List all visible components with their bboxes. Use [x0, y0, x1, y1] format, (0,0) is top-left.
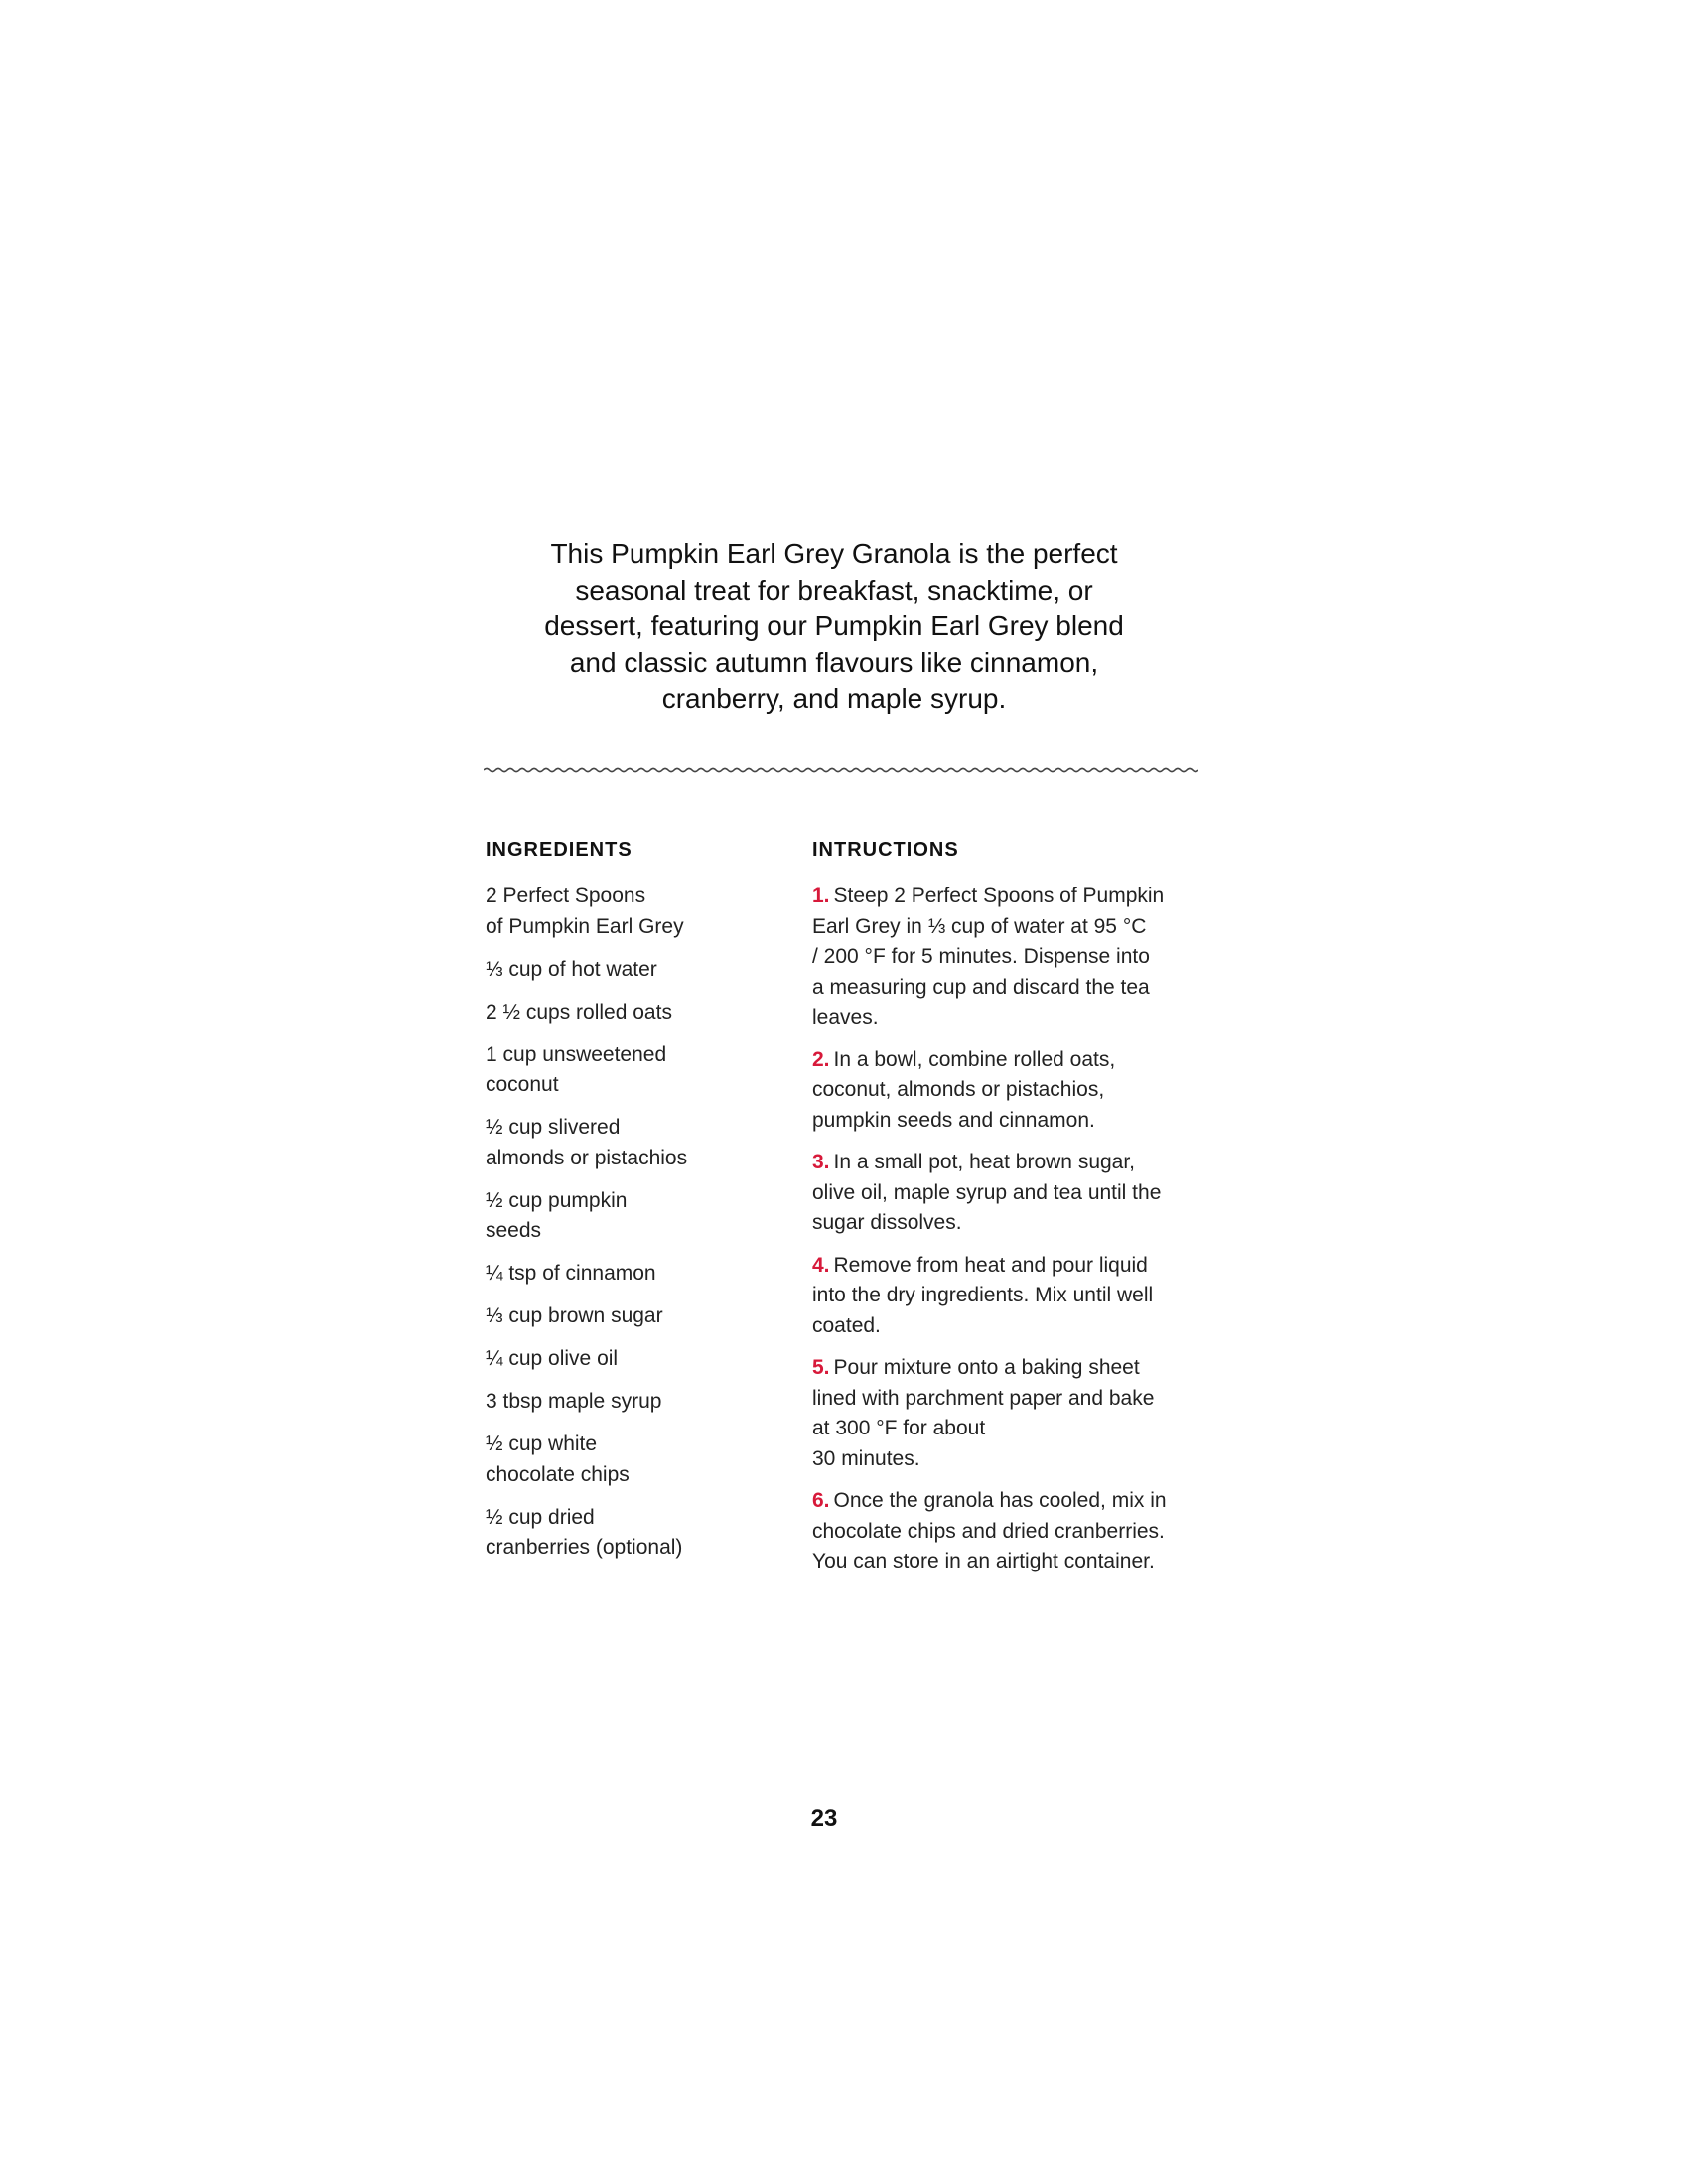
- instruction-step: [812, 882, 1209, 1033]
- step-line: coconut, almonds or pistachios,: [812, 1078, 1105, 1101]
- ingredient-item: [486, 1344, 729, 1375]
- ingredient-line: ¼ tsp of cinnamon: [486, 1262, 656, 1285]
- step-line: 30 minutes.: [812, 1446, 920, 1470]
- ingredient-item: [486, 1040, 729, 1101]
- ingredient-line: of Pumpkin Earl Grey: [486, 914, 684, 938]
- instruction-step: [812, 1045, 1209, 1137]
- ingredient-line: cranberries (optional): [486, 1536, 683, 1559]
- ingredient-item: [486, 1113, 729, 1173]
- ingredient-line: ½ cup white: [486, 1433, 598, 1455]
- instructions-list: [812, 882, 1209, 1577]
- instruction-step: [812, 1353, 1209, 1474]
- step-number: 2.: [812, 1047, 830, 1071]
- ingredient-line: seeds: [486, 1219, 542, 1242]
- step-line: leaves.: [812, 1006, 879, 1028]
- ingredients-heading: INGREDIENTS: [486, 839, 633, 861]
- intro-line: seasonal treat for breakfast, snacktime, or: [575, 574, 1093, 606]
- instruction-step: [812, 1251, 1209, 1342]
- step-line: You can store in an airtight container.: [812, 1550, 1155, 1572]
- step-line: Pour mixture onto a baking sheet: [833, 1356, 1140, 1379]
- instructions-heading: INTRUCTIONS: [812, 839, 959, 861]
- ingredient-line: ⅓ cup brown sugar: [486, 1304, 663, 1327]
- step-line: chocolate chips and dried cranberries.: [812, 1519, 1165, 1543]
- intro-paragraph: [536, 536, 1132, 718]
- wavy-divider: [484, 763, 1198, 777]
- step-number: 4.: [812, 1253, 830, 1277]
- ingredient-item: [486, 1186, 729, 1247]
- intro-line: cranberry, and maple syrup.: [661, 683, 1007, 714]
- step-line: olive oil, maple syrup and tea until the: [812, 1180, 1162, 1204]
- ingredient-line: ½ cup dried: [486, 1505, 595, 1529]
- ingredient-item: [486, 955, 729, 986]
- wavy-divider-line: [484, 768, 1198, 771]
- ingredient-line: 2 Perfect Spoons: [486, 885, 646, 907]
- step-number: 5.: [812, 1356, 830, 1379]
- step-line: / 200 °F for 5 minutes. Dispense into: [812, 945, 1150, 968]
- ingredient-line: ¼ cup olive oil: [486, 1347, 619, 1370]
- ingredient-item: [486, 1301, 729, 1332]
- ingredient-line: 2 ½ cups rolled oats: [486, 1000, 672, 1024]
- step-line: pumpkin seeds and cinnamon.: [812, 1108, 1095, 1132]
- ingredients-list: [486, 882, 729, 1564]
- ingredient-item: [486, 1259, 729, 1290]
- intro-line: and classic autumn flavours like cinnamon,: [569, 646, 1099, 678]
- ingredient-line: chocolate chips: [486, 1462, 630, 1486]
- step-number: 3.: [812, 1151, 830, 1173]
- ingredient-item: [486, 1430, 729, 1490]
- step-line: Steep 2 Perfect Spoons of Pumpkin: [833, 885, 1165, 907]
- instruction-step: [812, 1148, 1209, 1239]
- ingredient-line: coconut: [486, 1073, 559, 1096]
- intro-line: This Pumpkin Earl Grey Granola is the perfect: [550, 538, 1118, 569]
- ingredient-line: ⅓ cup of hot water: [486, 957, 657, 981]
- ingredient-item: [486, 1387, 729, 1418]
- intro-line: dessert, featuring our Pumpkin Earl Grey blend: [544, 611, 1124, 641]
- ingredient-item: [486, 1503, 729, 1564]
- step-line: coated.: [812, 1313, 881, 1337]
- step-line: sugar dissolves.: [812, 1211, 962, 1234]
- ingredient-line: ½ cup pumpkin: [486, 1188, 628, 1212]
- page-number: 23: [810, 1805, 838, 1832]
- step-number: 6.: [812, 1489, 830, 1512]
- ingredient-line: 1 cup unsweetened: [486, 1042, 667, 1066]
- ingredient-line: ½ cup slivered: [486, 1116, 621, 1139]
- step-line: In a small pot, heat brown sugar,: [833, 1151, 1136, 1173]
- step-line: Earl Grey in ⅓ cup of water at 95 °C: [812, 914, 1147, 938]
- step-line: a measuring cup and discard the tea: [812, 975, 1150, 999]
- step-line: Once the granola has cooled, mix in: [833, 1489, 1167, 1512]
- step-number: 1.: [812, 885, 830, 907]
- ingredient-line: almonds or pistachios: [486, 1146, 688, 1169]
- step-line: at 300 °F for about: [812, 1417, 986, 1439]
- step-line: In a bowl, combine rolled oats,: [833, 1047, 1116, 1071]
- step-line: Remove from heat and pour liquid: [833, 1253, 1148, 1277]
- step-line: into the dry ingredients. Mix until well: [812, 1284, 1154, 1306]
- ingredient-line: 3 tbsp maple syrup: [486, 1390, 662, 1413]
- step-line: lined with parchment paper and bake: [812, 1386, 1155, 1410]
- ingredients-column: [486, 836, 729, 1575]
- instructions-column: [812, 836, 1209, 1589]
- ingredient-item: [486, 998, 729, 1028]
- ingredient-item: [486, 882, 729, 942]
- instruction-step: [812, 1486, 1209, 1577]
